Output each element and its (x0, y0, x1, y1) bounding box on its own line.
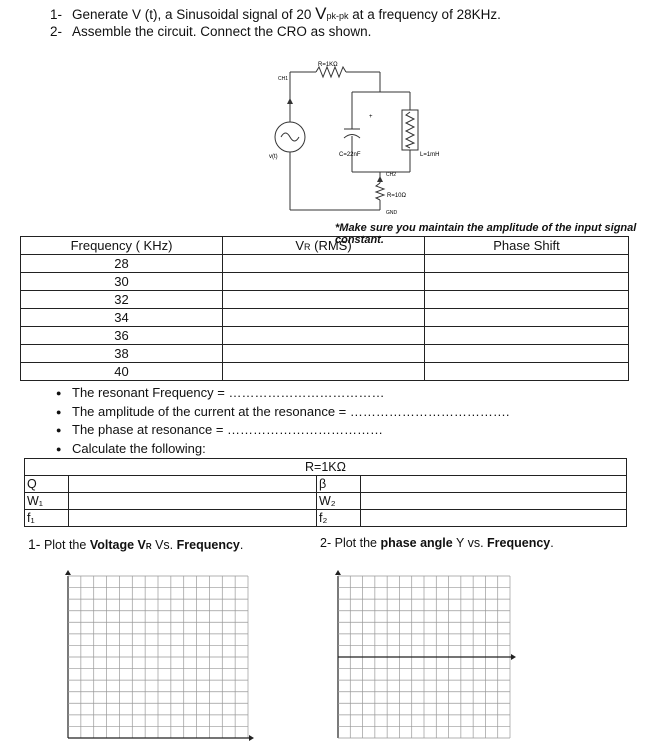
plot-1-bold: Voltage V (89, 538, 146, 552)
frequency-cell: 34 (21, 309, 223, 327)
frequency-cell: 36 (21, 327, 223, 345)
plot-1-number: 1- (28, 536, 41, 552)
beta-label: β (317, 476, 361, 493)
plus-sign: + (369, 114, 373, 120)
plot-1-sub: R (145, 542, 152, 551)
frequency-header: Frequency ( KHz) (21, 237, 223, 255)
amplitude-note: *Make sure you maintain the amplitude of the input signal constant. (335, 222, 637, 246)
plot-1-mid: Vs. (151, 538, 177, 552)
step-1-number: 1- (50, 7, 63, 22)
step-1-text: Generate V (t), a Sinusoidal signal of 20 (72, 7, 316, 22)
pk-pk-subscript: pk-pk (326, 11, 349, 21)
bullet-resonant-frequency: ● The resonant Frequency = ……………………………… (16, 384, 636, 403)
plot-2-number: 2- (320, 536, 332, 550)
frequency-cell: 38 (21, 345, 223, 363)
frequency-cell: 30 (21, 273, 223, 291)
bullet-calculate: ● Calculate the following: (16, 440, 636, 459)
plot-2-pre: Plot the (334, 536, 381, 550)
vr-header-rms: (RMS) (310, 238, 352, 253)
bullet-current-amplitude: ● The amplitude of the current at the resonance = ………………………………. (16, 403, 636, 422)
plot-1-bold2: Frequency (176, 538, 240, 552)
ch1-label: CH1 (278, 76, 289, 82)
frequency-cell: 40 (21, 363, 223, 381)
plot-2-end: . (550, 536, 554, 550)
step-2-text: Assemble the circuit. Connect the CRO as shown. (72, 24, 372, 39)
gnd-label: GND (386, 210, 398, 216)
step-2-number: 2- (50, 24, 63, 39)
f2-label: f₂ (317, 510, 361, 527)
resistor-10-label: R=10Ω (387, 193, 406, 199)
left-grid-x-axis-arrow-icon (249, 735, 254, 741)
v-symbol: V (315, 4, 327, 23)
resistor-1k-label: R=1KΩ (318, 62, 338, 68)
w2-label: W₂ (317, 493, 361, 510)
vr-header-sub: R (304, 242, 311, 252)
left-grid-y-axis-arrow-icon (65, 570, 71, 575)
frequency-cell: 28 (21, 255, 223, 273)
plot-1-pre: Plot the (43, 538, 90, 552)
phase-shift-header: Phase Shift (425, 237, 629, 255)
plot-2-bold2: Frequency (487, 536, 551, 550)
calc-header: R=1KΩ (25, 459, 627, 476)
bullet-phase-resonance: ● The phase at resonance = ……………………………… (16, 421, 636, 440)
inductor-label: L=1mH (420, 152, 440, 158)
ch2-label: CH2 (386, 172, 397, 178)
w1-label: W₁ (25, 493, 69, 510)
frequency-cell: 32 (21, 291, 223, 309)
plot-1-end: . (239, 538, 244, 552)
capacitor-label: C=22nF (339, 152, 361, 158)
right-grid-y-axis-arrow-icon (335, 570, 341, 575)
plot-2-bold: phase angle (380, 536, 453, 550)
source-label: v(t) (269, 154, 278, 160)
right-grid-x-axis-arrow-icon (511, 654, 516, 660)
graph-paper-left[interactable] (65, 570, 254, 741)
step-1-tail: at a frequency of 28KHz. (348, 7, 501, 22)
vr-header-v: V (295, 238, 304, 253)
graph-paper-right[interactable] (335, 570, 516, 738)
f1-label: f₁ (25, 510, 69, 527)
q-label: Q (25, 476, 69, 493)
plot-2-mid: Y vs. (452, 536, 488, 550)
